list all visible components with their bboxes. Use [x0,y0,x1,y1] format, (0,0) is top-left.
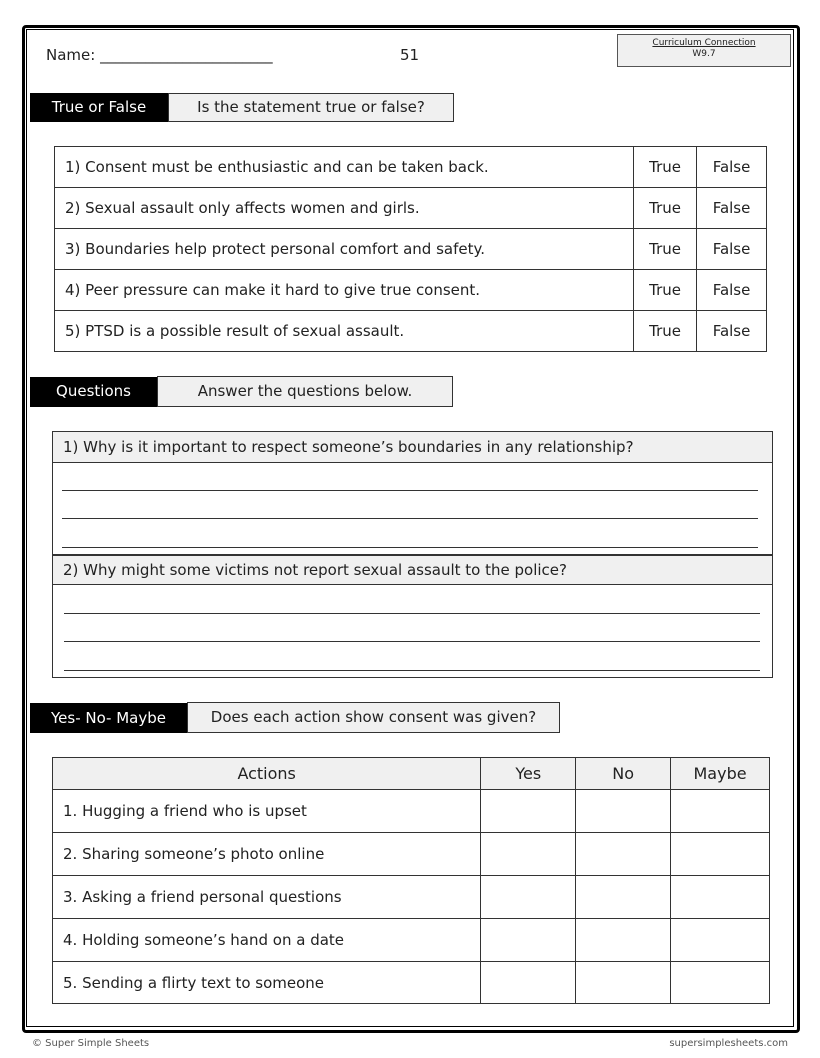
answer-line[interactable] [62,518,758,519]
no-cell[interactable] [576,919,671,962]
action-text: 3. Asking a friend personal questions [53,876,481,919]
table-header-row [53,758,770,790]
table-row [55,311,767,352]
true-false-table [54,146,767,352]
statement-text: 1) Consent must be enthusiastic and can be taken back. [55,147,634,188]
false-option[interactable]: False [697,188,767,229]
statement-text: 2) Sexual assault only affects women and girls. [55,188,634,229]
curriculum-title: Curriculum Connection [652,38,756,48]
yes-cell[interactable] [481,962,576,1004]
no-cell[interactable] [576,790,671,833]
statement-text: 3) Boundaries help protect personal comfort and safety. [55,229,634,270]
true-option[interactable]: True [634,311,697,352]
maybe-cell[interactable] [671,876,770,919]
maybe-cell[interactable] [671,833,770,876]
question-box-1 [52,431,773,555]
false-option[interactable]: False [697,270,767,311]
statement-text: 5) PTSD is a possible result of sexual assault. [55,311,634,352]
answer-line[interactable] [62,547,758,548]
curriculum-connection-box [617,34,791,67]
yes-cell[interactable] [481,919,576,962]
answer-line[interactable] [62,490,758,491]
website-text: supersimplesheets.com [669,1038,788,1049]
true-option[interactable]: True [634,270,697,311]
no-cell[interactable] [576,876,671,919]
action-text: 4. Holding someone’s hand on a date [53,919,481,962]
question-box-2 [52,555,773,678]
questions-instruction: Answer the questions below. [157,376,453,407]
table-row [55,188,767,229]
true-false-instruction: Is the statement true or false? [168,93,454,122]
maybe-header: Maybe [671,758,770,790]
curriculum-code: W9.7 [692,49,716,59]
false-option[interactable]: False [697,147,767,188]
page-number: 51 [400,46,420,64]
true-option[interactable]: True [634,229,697,270]
true-false-label: True or False [30,93,168,122]
no-cell[interactable] [576,833,671,876]
no-cell[interactable] [576,962,671,1004]
no-header: No [576,758,671,790]
action-text: 1. Hugging a friend who is upset [53,790,481,833]
yes-cell[interactable] [481,876,576,919]
table-row [53,790,770,833]
name-field: Name: _______________________ [46,46,273,64]
table-row [55,147,767,188]
maybe-cell[interactable] [671,962,770,1004]
answer-line[interactable] [64,670,760,671]
true-option[interactable]: True [634,188,697,229]
question-text: 2) Why might some victims not report sexual assault to the police? [53,556,772,585]
yes-no-maybe-label: Yes- No- Maybe [30,703,187,733]
maybe-cell[interactable] [671,790,770,833]
action-text: 2. Sharing someone’s photo online [53,833,481,876]
yes-cell[interactable] [481,833,576,876]
table-row [55,270,767,311]
answer-line[interactable] [64,613,760,614]
table-row [53,876,770,919]
true-option[interactable]: True [634,147,697,188]
maybe-cell[interactable] [671,919,770,962]
yes-cell[interactable] [481,790,576,833]
yes-no-maybe-table [52,757,770,1004]
action-text: 5. Sending a flirty text to someone [53,962,481,1004]
table-row [53,962,770,1004]
false-option[interactable]: False [697,229,767,270]
copyright-text: © Super Simple Sheets [32,1038,150,1049]
table-row [53,833,770,876]
false-option[interactable]: False [697,311,767,352]
table-row [53,919,770,962]
yes-header: Yes [481,758,576,790]
questions-label: Questions [30,377,157,407]
actions-header: Actions [53,758,481,790]
yes-no-maybe-instruction: Does each action show consent was given? [187,702,560,733]
statement-text: 4) Peer pressure can make it hard to give true consent. [55,270,634,311]
table-row [55,229,767,270]
answer-line[interactable] [64,641,760,642]
question-text: 1) Why is it important to respect someone’s boundaries in any relationship? [53,432,772,463]
